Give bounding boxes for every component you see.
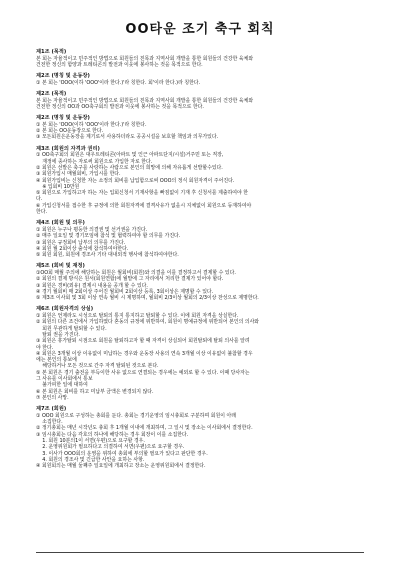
article-line: ② 매주 일요일 및 경기모임에 참석 및 협력하여야 할 의무를 가진다.: [36, 233, 181, 240]
article-heading: 제2조 (명칭 및 운동장): [36, 115, 90, 122]
article-line: ② 회원의 결제 방식은 원서(회원연합)에 월말에 그 자리에서 처리한 결제가 있어야 할다.: [36, 276, 224, 283]
article-line: 2. 운영위원회가 필요하다고 의결하여 서면(우편)으로 요구할 경우.: [36, 444, 185, 451]
article-9: [36, 406, 364, 469]
article-line: ① OOO 회원으로 구성하는 총회를 둔다. 총회는 경기운영의 임시총회로 구분하며 회원이 아래: [36, 412, 236, 419]
article-line: ③ 회원가입시 매월회비, 가입시를 한다.: [36, 171, 121, 178]
article-line: ① 회원은 언제라도 시성으로 탈퇴의 통지 통지하고 탈퇴할 수 있다. 이에 회원 자격을 상실한다.: [36, 313, 239, 320]
article-line: ④ 회원회의는 매월 둘째주 일요일에 개최하고 장소는 운영위원회에서 결정한다.: [36, 463, 206, 470]
article-line: ⑦ 본인의 사망.: [36, 394, 69, 401]
article-5: [36, 146, 364, 216]
article-line: ⑤ 회원으로 가입하고자 하는 자는 입회신청서 기재사항을 빠짐없이 기재 후 신청서를 제출하여야 한: [36, 190, 249, 197]
article-body: [36, 98, 364, 111]
article-line: ③ 모든회원은운동장을 계기로서 사용하더라도 공공시설을 보호할 책임과 의무가있다.: [36, 134, 219, 141]
article-3: [36, 91, 364, 110]
article-body: [36, 313, 364, 401]
document-title: OO타운 조기 축구 회칙: [125, 22, 275, 37]
article-line: ⑥ 본 회원은 회비를 하고 미납부 금액은 변경되지 않다.: [36, 388, 154, 395]
article-line: 다.: [36, 196, 43, 203]
article-line: ⑤ 본 회원은 경기 출전을 부득이한 사유 없으로 연결되는 경우에는 예외로 할 수 있다. 이때 당사자는: [36, 369, 250, 376]
article-line: 탈퇴 권을 가진다.: [36, 331, 80, 338]
article-heading: 제3조 (회원의 자격과 권리): [36, 145, 100, 152]
article-line: ① 회원은 누구나 평등한 의결권 및 선거권을 가진다.: [36, 226, 148, 233]
article-line: ① 본 회는 'OOO(이하 'OOO'이라 한다.)'라 칭한다. 회'이라 한다.)라 칭한다.: [36, 79, 201, 86]
article-line: 해당하거나 모든 것으로 간주 자격 탈퇴된 것으로 본다.: [36, 363, 159, 370]
article-line: 건전한 정신의 함양과 트레티콘의 발전과 이웃에 봉사하는 것을 목적으로 한다.: [36, 61, 203, 68]
article-line: 불가피한 일에 대하여: [36, 382, 88, 389]
article-body: [36, 270, 364, 301]
article-heading: 제2조 (명칭 및 운동장): [36, 73, 90, 80]
article-line: 본 회는 자율적이고 민주적인 방법으로 회원들의 친목과 지역사회 개발을 통한 회원들의 건강한 육체와: [36, 55, 254, 62]
article-line: 3. 이사가 OOO회의 운영을 위하여 총회에 부의할 필요가 있다고 판단한 경우.: [36, 450, 208, 457]
article-6: [36, 220, 364, 258]
article-line: ② 정기총회는 매년 시작년도 총회 후 1개월 이내에 개최하며, 그 일시 및 장소는 이사회에서 결정한다.: [36, 425, 253, 432]
article-line: ④ 회원가입비는 신청한 자는 소정의 회비를 납입함으로써 OOO의 정식 회원자격이 주어진다.: [36, 177, 235, 184]
article-line: 그 사유를 이사회에서 통보: [36, 376, 93, 383]
article-body: [36, 122, 364, 141]
article-line: ⑤ 회원 회원, 회원에 경조사 기타 대내외적 행사에 참석하여야한다.: [36, 252, 179, 259]
article-line: ※ 입회비 10만원: [36, 183, 80, 190]
article-line: 재정에 종사하는 자로써 회원으로 가입한 자로 한다.: [36, 158, 153, 165]
article-heading: 제7조 (회원): [36, 406, 67, 413]
article-body: [36, 56, 364, 69]
article-7: [36, 263, 364, 301]
article-line: ④ 경기 월회비 매 2회이상 주어진 월회비 2회이상 등록, 3회이상은 제명할 수 있다.: [36, 288, 214, 295]
article-line: ② 본 회는 OO운동장으로 한다.: [36, 128, 104, 135]
article-line: ② 회원은 선발은 축구를 사랑하는 사람으로 본인의 희망에 의해 자유롭게 선발할수있다.: [36, 164, 223, 171]
article-line: ③ 회원은 휴가탈퇴 시점으로 회원을 탈퇴하고자 할 때 자격이 상실되어 회원탈퇴에 탈퇴 의사를 알려: [36, 338, 250, 345]
article-2: [36, 73, 364, 86]
article-line: ⑤ 제3조 이사회 및 3회 이상 연속 월비 시 제명하며, 월회비 2/3이상 월회의 2/3이상 찬성으로 제명한다.: [36, 295, 259, 302]
article-line: ④ 회원 월 2회이상 출석에 참석하여야한다.: [36, 245, 129, 252]
article-line: ③ 임시총회는 다음 각호의 하나에 해당하는 경우 회장이 이를 소집한다.: [36, 431, 189, 438]
article-line: 회원 무관하게 탈퇴할 수 있다.: [36, 325, 107, 332]
article-body: [36, 80, 364, 86]
article-heading: 제2조 (목적): [36, 91, 67, 98]
articles-container: [36, 49, 364, 469]
article-1: [36, 49, 364, 68]
article-line: ① OO축구회의 회원은 대우트레티콘(아파트 및 인근 아파트단지/시설)거주민 또는 직장,: [36, 152, 224, 159]
article-line: ④ 회원은 3개월 이상 이유없이 미납하는 경우와 운동장 사용의 연속 3개월 이상 이유없이 불참할 경우: [36, 350, 253, 357]
article-line: 야 한다.: [36, 344, 54, 351]
bottom-rule: [36, 552, 364, 553]
article-line: ⑥ 가입신청서를 접수한 후 규정에 의한 회원자격에 결격사유가 없을시 지체없이 회원으로 등재하여야: [36, 202, 252, 209]
article-body: [36, 152, 364, 215]
article-4: [36, 115, 364, 140]
article-heading: 제1조 (목적): [36, 49, 67, 55]
article-heading: 제6조 (회원자격의 상실): [36, 306, 94, 313]
article-line: ② 회원의 다른 조건에서 가입하였다 혼동의 규정에 위반하여, 회원이 명예규정에 위반되어 본인의 의사와: [36, 319, 260, 326]
article-line: 4. 회원의 경조사 및 긴급한 사안을 요하는 사항.: [36, 456, 145, 463]
article-8: [36, 306, 364, 401]
article-line: ③ 회원은 경비(외유) 결제시 내용을 공개 할 수 있다.: [36, 282, 148, 289]
article-line: 에는 본인의 통보에: [36, 357, 77, 364]
article-line: ① 본 회는 'OOO(이하 'OOO'이라 한다.)'라 칭한다.: [36, 121, 147, 128]
article-line: 본 회는 자율적이고 민주적인 방법으로 회원들의 친목과 지역사회 개발을 통한 회원들의 건강한 육체와: [36, 97, 254, 104]
article-heading: 제4조 (회원 및 의무): [36, 220, 85, 227]
article-line: 소집한다.: [36, 419, 63, 426]
article-body: [36, 413, 364, 470]
article-heading: 제5조 (회비 및 재정): [36, 263, 85, 270]
article-body: [36, 227, 364, 258]
article-line: ①OO회 매월 주의에 해당하는 회원은 월회비(회원)와 의결을 이를 결정하고서 결제할 수 있다.: [36, 269, 236, 276]
article-line: ③ 회원은 규정회비 납부의 의무를 가진다.: [36, 239, 126, 246]
article-line: 한다.: [36, 209, 48, 216]
article-line: 1. 회원 10분의1이 서면(우편)으로 요구할 경우.: [36, 438, 145, 444]
article-line: 건전한 정신의 OO과 OO축구회의 발전과 이웃에 봉사하는 것을 목적으로 한다.: [36, 103, 204, 110]
